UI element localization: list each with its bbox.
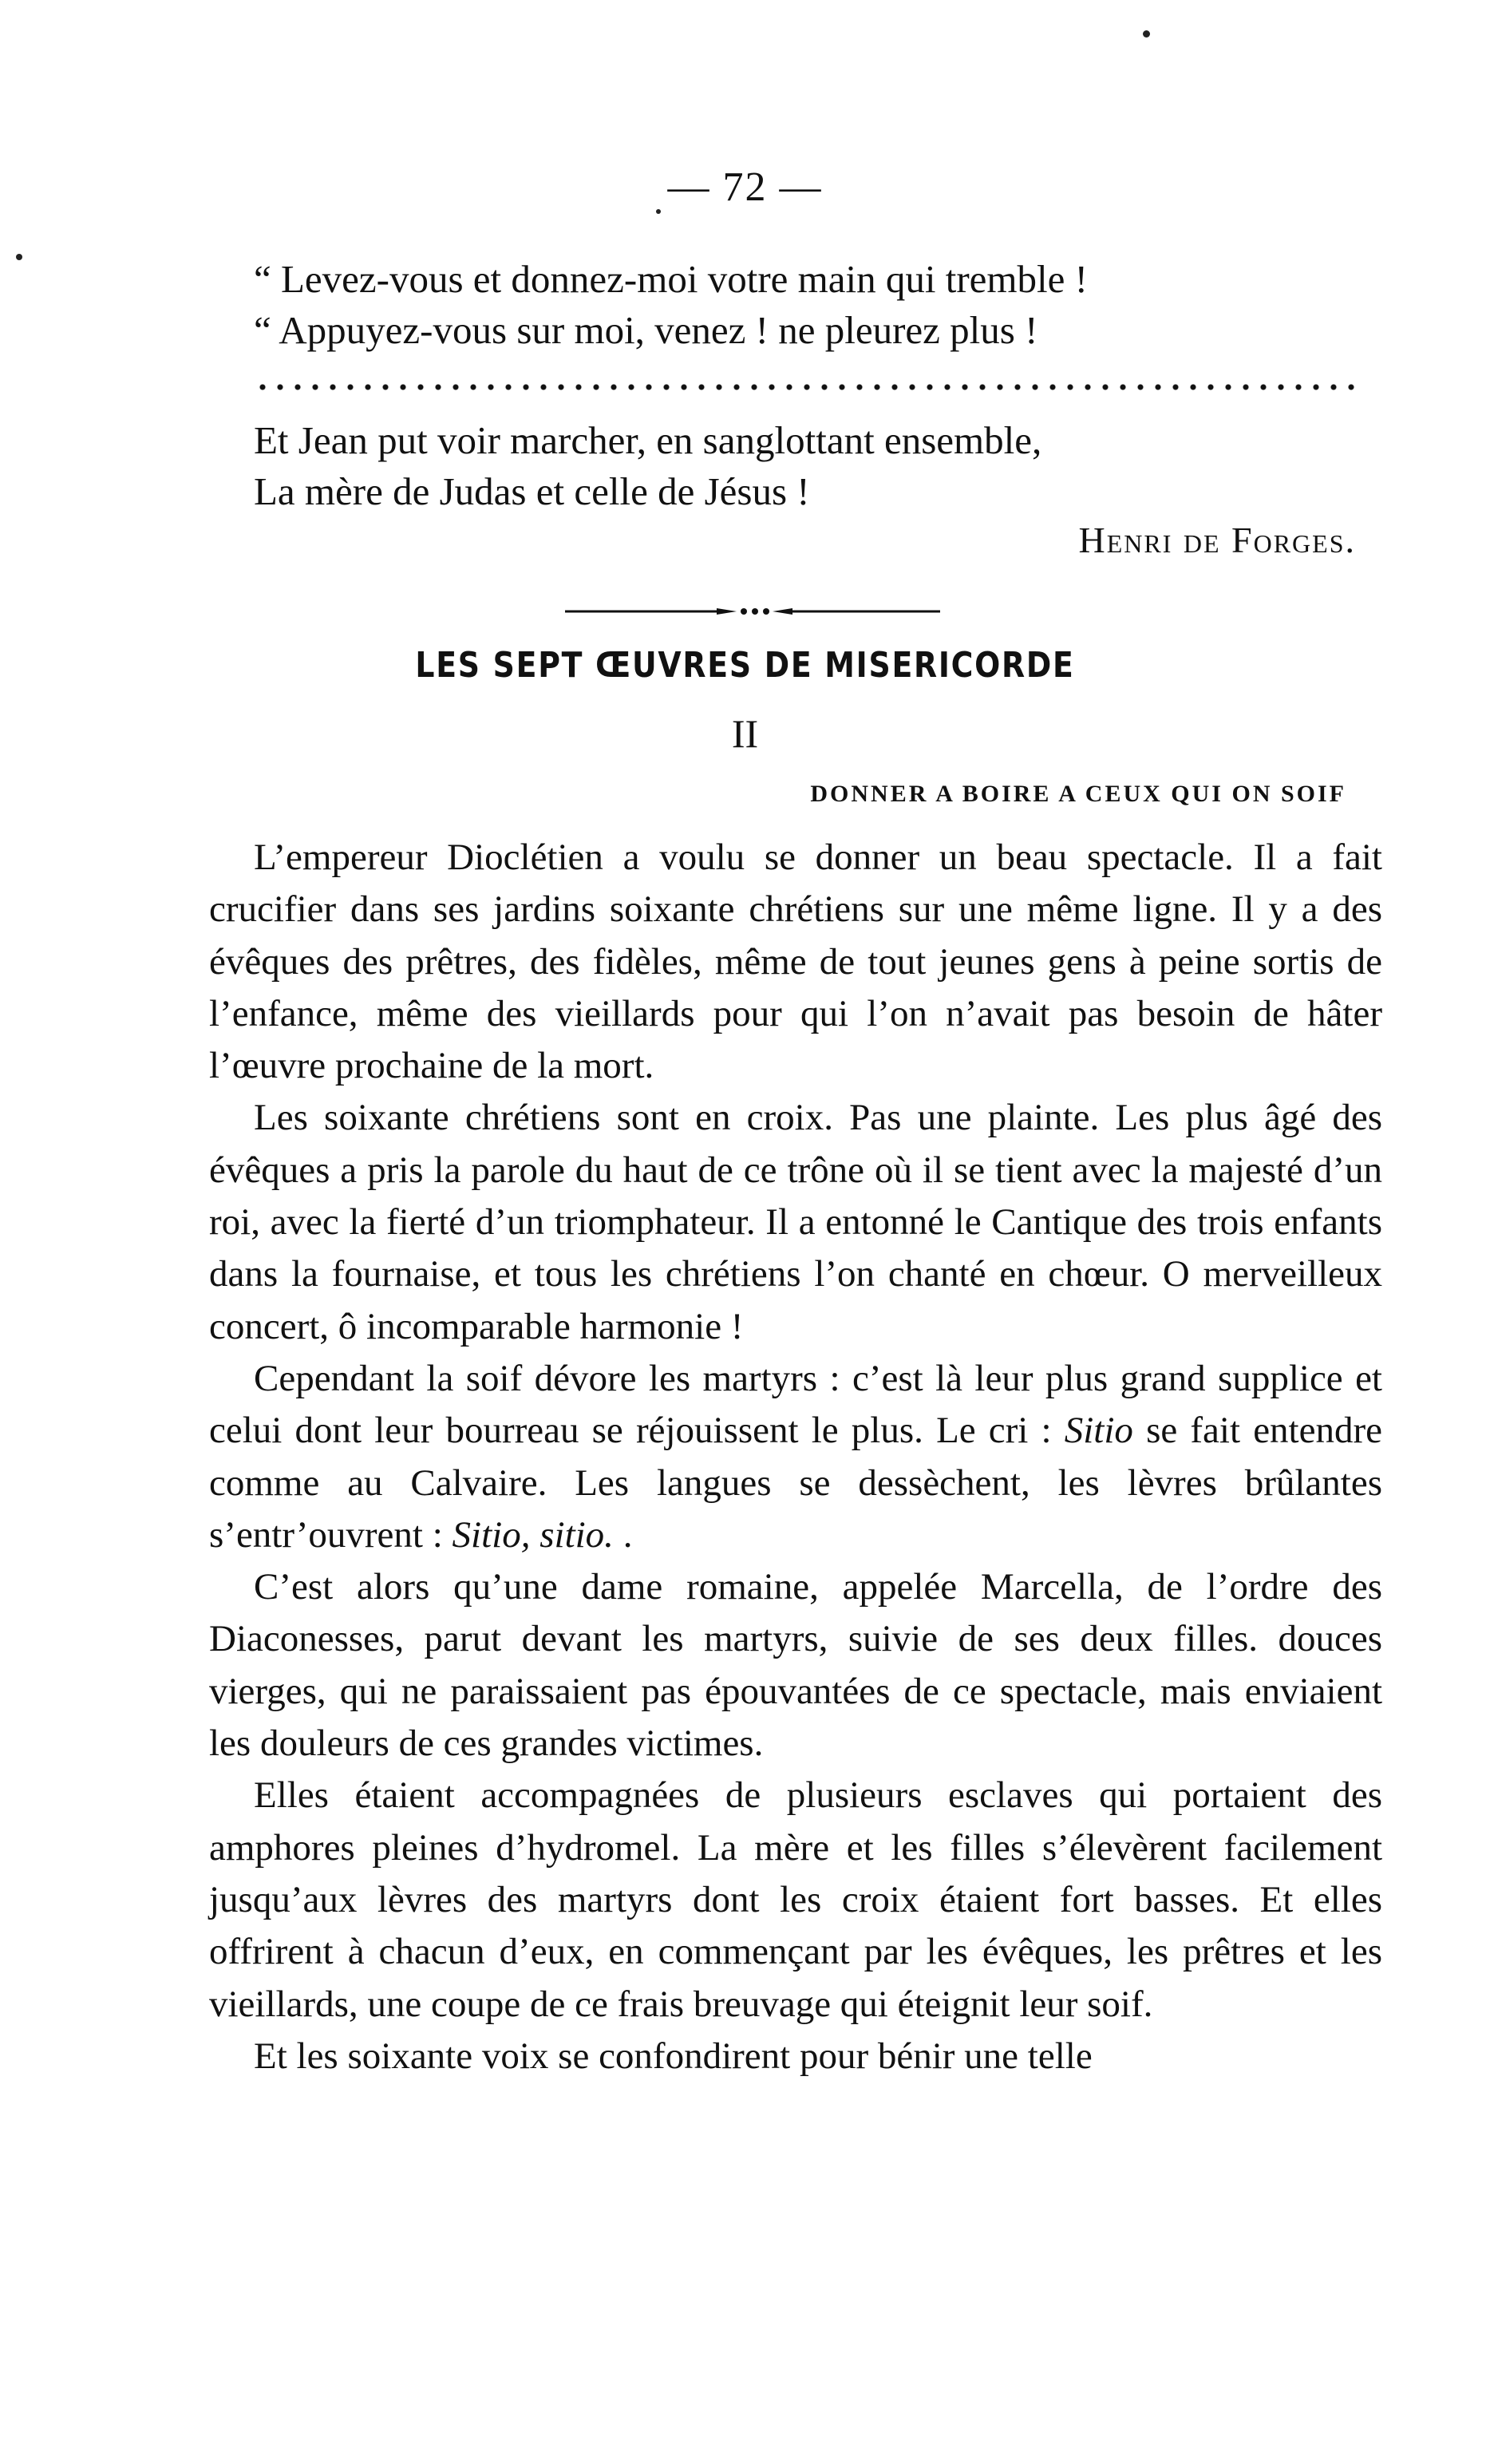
paragraph-italic-text: Sitio, sitio. bbox=[452, 1513, 614, 1556]
ellipsis-dotted-line bbox=[254, 382, 1355, 393]
poem-stanza-top bbox=[254, 254, 1403, 356]
section-title: LES SEPT ŒUVRES DE MISERICORDE bbox=[415, 645, 1075, 686]
poem-line: La mère de Judas et celle de Jésus ! bbox=[254, 469, 810, 513]
paragraph bbox=[209, 832, 1382, 1092]
body-text bbox=[209, 832, 1382, 2082]
ornamental-rule bbox=[565, 605, 940, 618]
paragraph-text: Et les soixante voix se confondirent pour bénir une telle bbox=[254, 2035, 1093, 2077]
poem-stanza-bottom bbox=[254, 415, 1403, 517]
poem-line: Et Jean put voir marcher, en sanglottant ensemble, bbox=[254, 418, 1042, 462]
poem-line: “ Levez-vous et donnez-moi votre main qui tremble ! bbox=[254, 257, 1088, 301]
paragraph-italic-text: Sitio bbox=[1064, 1410, 1133, 1452]
paragraph bbox=[209, 2031, 1382, 2082]
paragraph-text: se fait entendre comme au Calvaire. Les langues se dessèchent, les lèvres brûlantes s’entr’ouvrent : bbox=[209, 1410, 1382, 1556]
paragraph-text: . bbox=[613, 1513, 633, 1556]
paragraph bbox=[209, 1092, 1382, 1352]
paragraph-text: Cependant la soif dévore les martyrs : c’est là leur plus grand supplice et celui dont leur bourreau se réjouissent le plus. Le cri : bbox=[209, 1357, 1382, 1452]
poem-author: Henri de Forges. bbox=[1078, 520, 1356, 560]
paragraph-text: Les soixante chrétiens sont en croix. Pas une plainte. Les plus âgé des évêques a pris la parole du haut de ce trône où il se tient avec la majesté d’un roi, avec la fierté d’un triomphateur. Il a entonné le Cantique des trois enfants dans la fournaise, et tous les chrétiens l’on chanté en chœur. O merveilleux concert, ô incomparable harmonie ! bbox=[209, 1097, 1382, 1347]
page-number: — 72 — bbox=[667, 164, 823, 210]
print-speck bbox=[1143, 30, 1150, 38]
paragraph-text: L’empereur Dioclétien a voulu se donner un beau spectacle. Il a fait crucifier dans ses jardins soixante chrétiens sur une même ligne. Il y a des évêques des prêtres, des fidèles, même de tout jeunes gens à peine sortis de l’enfance, même des vieillards pour qui l’on n’avait pas besoin de hâter l’œuvre prochaine de la mort. bbox=[209, 836, 1382, 1087]
print-speck bbox=[16, 254, 22, 260]
ornament-rule-icon bbox=[565, 605, 940, 618]
section-numeral: II bbox=[731, 711, 759, 756]
section-subtitle: DONNER A BOIRE A CEUX QUI ON SOIF bbox=[810, 781, 1346, 807]
paragraph-text: C’est alors qu’une dame romaine, appelée Marcella, de l’ordre des Diaconesses, parut devant les martyrs, suivie de ses deux filles. douces vierges, qui ne paraissaient pas épouvantées de ce spectacle, mais enviaient les douleurs de ces grandes victimes. bbox=[209, 1566, 1382, 1765]
paragraph bbox=[209, 1353, 1382, 1561]
paragraph bbox=[209, 1561, 1382, 1770]
paragraph-text: Elles étaient accompagnées de plusieurs esclaves qui portaient des amphores pleines d’hydromel. La mère et les filles s’élevèrent facilement jusqu’aux lèvres des martyrs dont les croix étaient fort basses. Et elles offrirent à chacun d’eux, en commençant par les évêques, les prêtres et les vieillards, une coupe de ce frais breuvage qui éteignit leur soif. bbox=[209, 1774, 1382, 2025]
poem-line: “ Appuyez-vous sur moi, venez ! ne pleurez plus ! bbox=[254, 308, 1038, 352]
paragraph bbox=[209, 1770, 1382, 2030]
